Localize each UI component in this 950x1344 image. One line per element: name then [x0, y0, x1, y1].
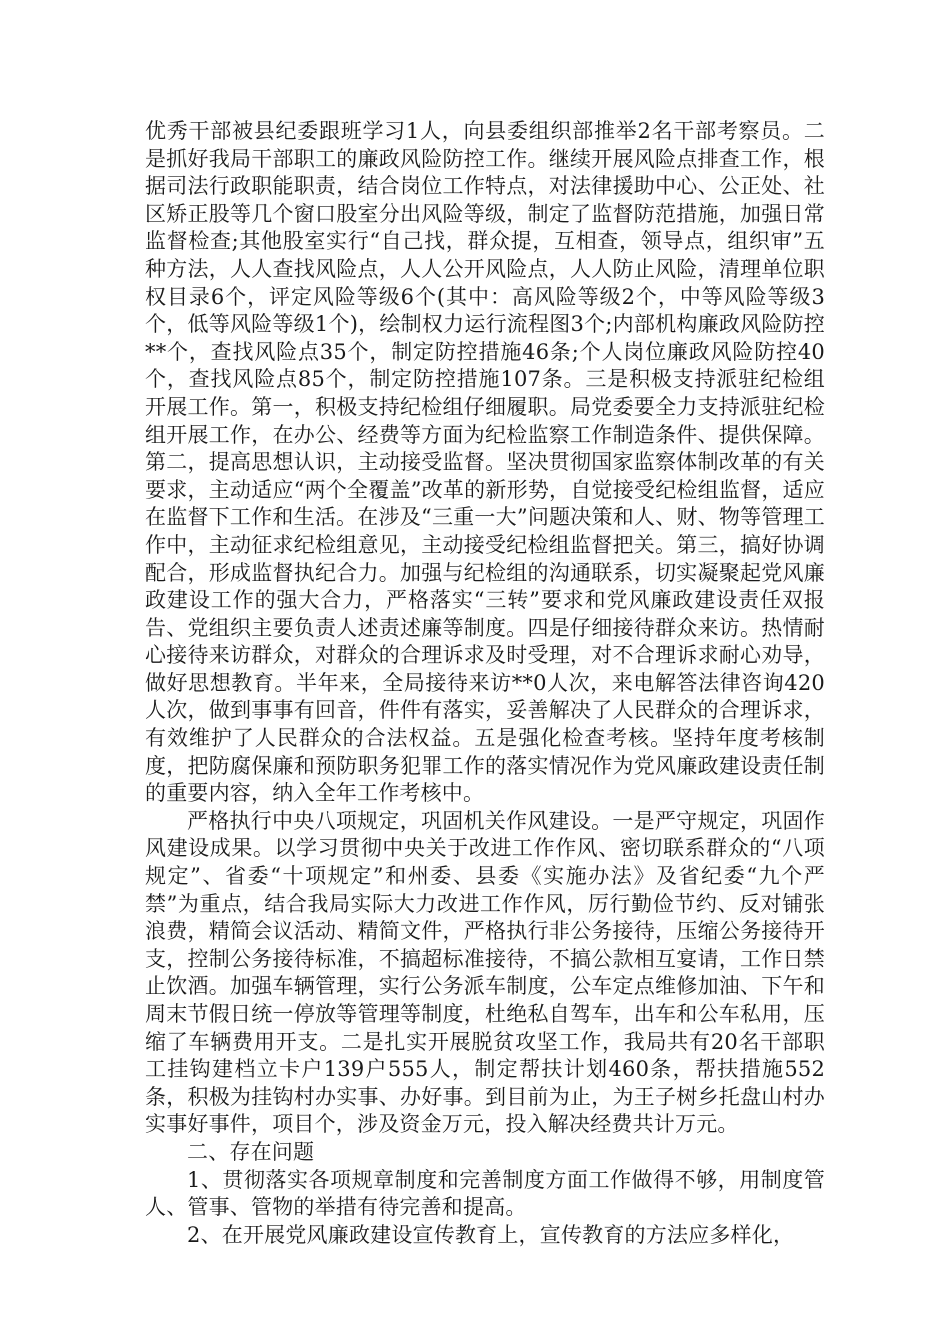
paragraph-anti-corruption-work: 优秀干部被县纪委跟班学习1人，向县委组织部推举2名干部考察员。二是抓好我局干部职工的廉政风险防控工作。继续开展风险点排查工作，根据司法行政职能职责，结合岗位工作特点，对法律援助中心、公正处、社区矫正股等几个窗口股室分出风险等级，制定了监督防范措施，加强日常监督检查;其他股室实行“自己找，群众提，互相查，领导点，组织审”五种方法，人人查找风险点，人人公开风险点，人人防止风险，清理单位职权目录6个，评定风险等级6个(其中：高风险等级2个，中等风险等级3个，低等风险等级1个)，绘制权力运行流程图3个;内部机构廉政风险防控**个，查找风险点35个，制定防控措施46条;个人岗位廉政风险防控40个，查找风险点85个，制定防控措施107条。三是积极支持派驻纪检组开展工作。第一，积极支持纪检组仔细履职。局党委要全力支持派驻纪检组开展工作，在办公、经费等方面为纪检监察工作制造条件、提供保障。第二，提高思想认识，主动接受监督。坚决贯彻国家监察体制改革的有关要求，主动适应“两个全覆盖”改革的新形势，自觉接受纪检组监督，适应在监督下工作和生活。在涉及“三重一大”问题决策和人、财、物等管理工作中，主动征求纪检组意见，主动接受纪检组监督把关。第三，搞好协调配合，形成监督执纪合力。加强与纪检组的沟通联系，切实凝聚起党风廉政建设工作的强大合力，严格落实“三转”要求和党风廉政建设责任双报告、党组织主要负责人述责述廉等制度。四是仔细接待群众来访。热情耐心接待来访群众，对群众的合理诉求及时受理，对不合理诉求耐心劝导，做好思想教育。半年来，全局接待来访**0人次，来电解答法律咨询420人次，做到事事有回音，件件有落实，妥善解决了人民群众的合理诉求，有效维护了人民群众的合法权益。五是强化检查考核。坚持年度考核制度，把防腐保廉和预防职务犯罪工作的落实情况作为党风廉政建设责任制的重要内容，纳入全年工作考核中。 [145, 119, 825, 806]
problem-item-1: 1、贯彻落实各项规章制度和完善制度方面工作做得不够，用制度管人、管事、管物的举措有待完善和提高。 [145, 1167, 825, 1220]
section-heading-problems: 二、存在问题 [187, 1139, 315, 1164]
problem-item-2: 2、在开展党风廉政建设宣传教育上，宣传教育的方法应多样化， [187, 1222, 795, 1247]
document-body [145, 118, 825, 1249]
paragraph-eight-regulations: 严格执行中央八项规定，巩固机关作风建设。一是严守规定，巩固作风建设成果。以学习贯彻中央关于改进工作作风、密切联系群众的“八项规定”、省委“十项规定”和州委、县委《实施办法》及省纪委“九个严禁”为重点，结合我局实际大力改进工作作风，厉行勤俭节约、反对铺张浪费，精简会议活动、精简文件，严格执行非公务接待，压缩公务接待开支，控制公务接待标准，不搞超标准接待，不搞公款相互宴请，工作日禁止饮酒。加强车辆管理，实行公务派车制度，公车定点维修加油、下午和周末节假日统一停放等管理等制度，杜绝私自驾车，出车和公车私用，压缩了车辆费用开支。二是扎实开展脱贫攻坚工作，我局共有20名干部职工挂钩建档立卡户139户555人，制定帮扶计划460条，帮扶措施552条，积极为挂钩村办实事、办好事。到目前为止，为王子树乡托盘山村办实事好事件，项目个，涉及资金万元，投入解决经费共计万元。 [145, 808, 825, 1137]
